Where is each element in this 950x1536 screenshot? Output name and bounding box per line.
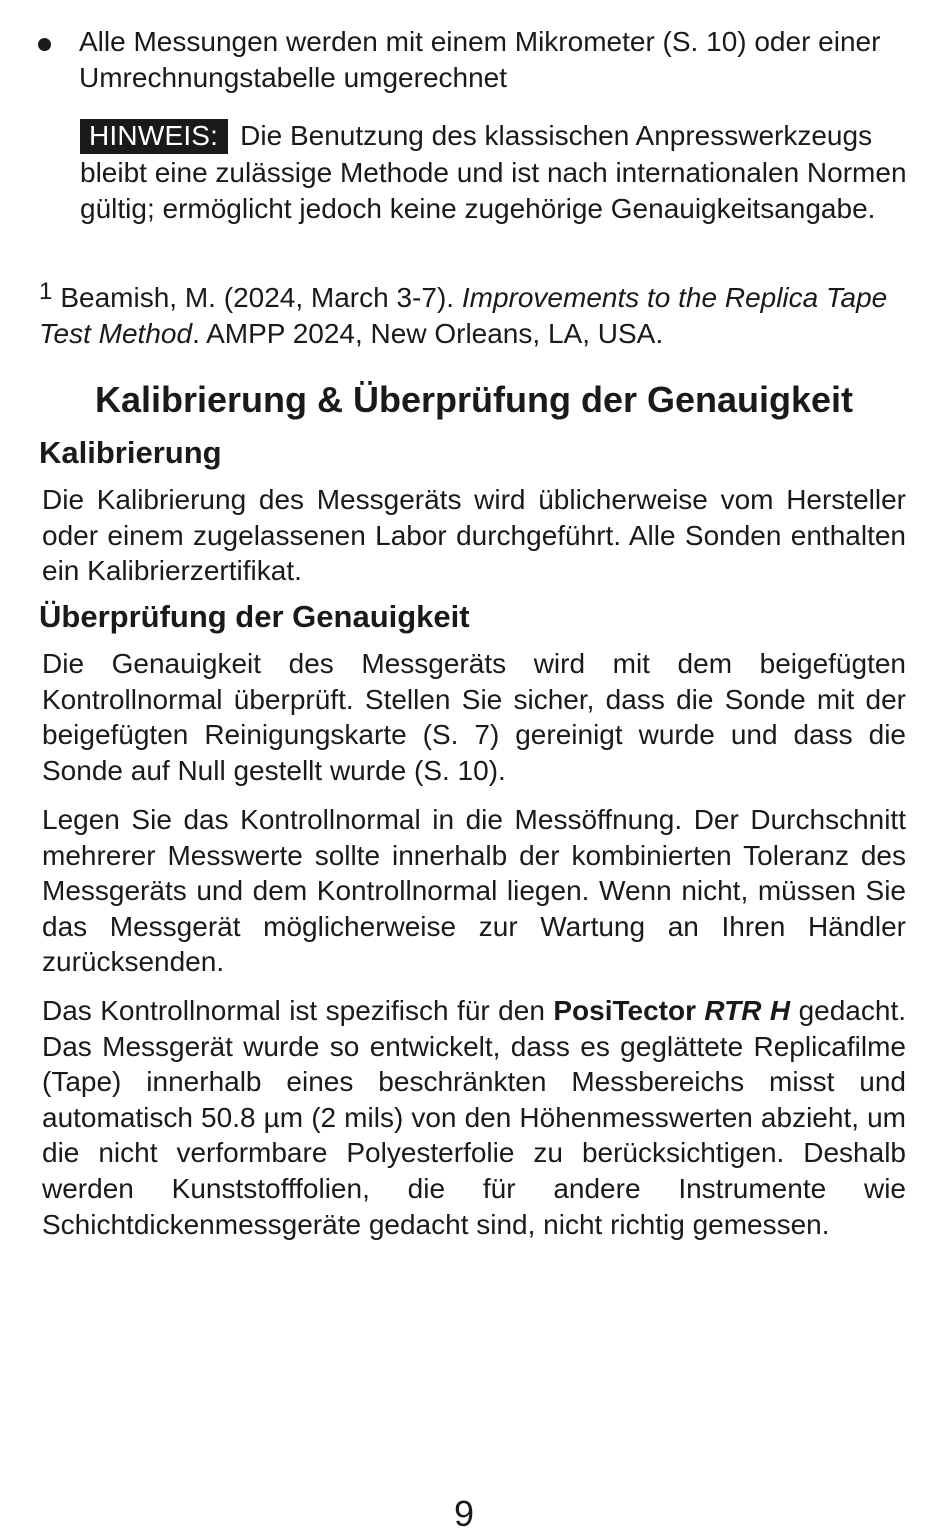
footnote-suffix: . AMPP 2024, New Orleans, LA, USA. <box>192 317 664 349</box>
product-model: RTR H <box>704 995 791 1026</box>
footnote <box>39 280 909 351</box>
bullet-dot-icon <box>38 38 51 51</box>
note-text: Die Benutzung des klassischen Anpresswerkzeugs bleibt eine zulässige Methode und ist nach internationalen Normen gültig; ermöglicht jedoch keine zugehörige Genauigkeitsangabe. <box>80 120 907 224</box>
bullet-item <box>38 24 898 96</box>
calibration-paragraph: Die Kalibrierung des Messgeräts wird üblicherweise vom Hersteller oder einem zugelassenen Labor durchgeführt. Alle Sonden enthalten ein Kalibrierzertifikat. <box>42 484 906 587</box>
product-brand: PosiTector <box>553 995 696 1026</box>
para3-suffix: gedacht. Das Messgerät wurde so entwickelt, dass es geglättete Replicafilme (Tape) innerhalb eines beschränkten Messbereichs misst und automatisch 50.8 µm (2 mils) von den Höhenmesswerten abzieht, um die nicht verformbare Polyesterfolie zu berücksichtigen. Deshalb werden Kunststofffolien, die für andere Instrumente wie Schichtdickenmessgeräte gedacht sind, nicht richtig gemessen. <box>42 995 907 1240</box>
verification-paragraph-1: Die Genauigkeit des Messgeräts wird mit dem beigefügten Kontrollnormal überprüft. Stellen Sie sicher, dass die Sonde mit der beigefügten Reinigungskarte (S. 7) gereinigt wurde und dass die Sonde auf Null gestellt wurde (S. 10). <box>42 648 906 786</box>
para3-prefix: Das Kontrollnormal ist spezifisch für den <box>42 995 554 1026</box>
note-block <box>80 118 910 228</box>
footnote-title: Improvements to the Replica Tape Test Method <box>39 282 888 349</box>
page-number: 9 <box>453 1493 475 1534</box>
note-label: HINWEIS: <box>80 119 228 154</box>
section-title: Kalibrierung & Überprüfung der Genauigkeit <box>94 379 854 420</box>
verification-heading: Überprüfung der Genauigkeit <box>39 599 470 634</box>
verification-paragraph-3 <box>42 993 906 1242</box>
verification-paragraph-2: Legen Sie das Kontrollnormal in die Messöffnung. Der Durchschnitt mehrerer Messwerte sollte innerhalb der kombinierten Toleranz des Messgeräts und dem Kontrollnormal liegen. Wenn nicht, müssen Sie das Messgerät möglicherweise zur Wartung an Ihren Händler zurücksenden. <box>42 804 906 978</box>
bullet-text: Alle Messungen werden mit einem Mikrometer (S. 10) oder einer Umrechnungstabelle umgerechnet <box>79 26 881 93</box>
calibration-heading: Kalibrierung <box>39 435 222 470</box>
footnote-marker: 1 <box>39 278 53 305</box>
footnote-prefix: Beamish, M. (2024, March 3-7). <box>60 282 462 313</box>
